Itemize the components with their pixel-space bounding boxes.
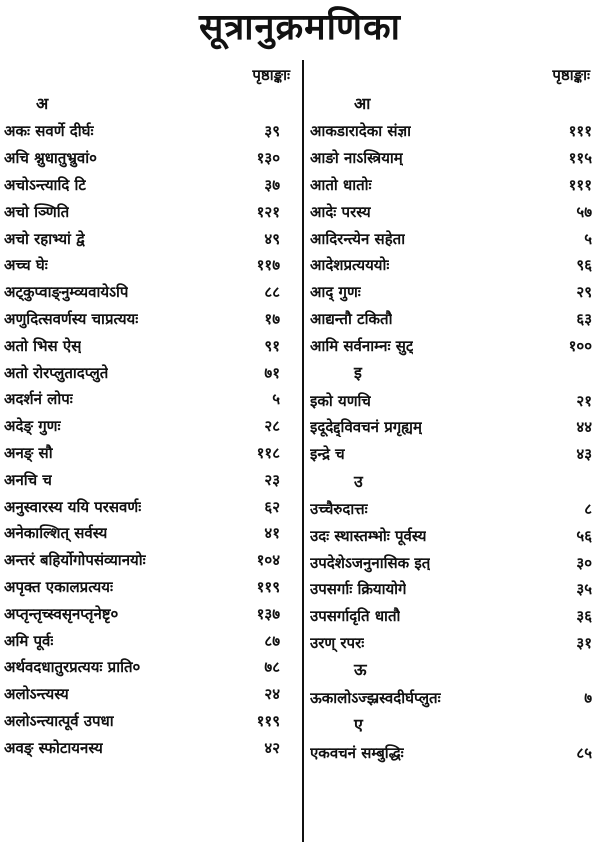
sutra-text: आद्यन्तौ टकितौ <box>310 309 393 328</box>
page-number: ३९ <box>264 122 280 141</box>
section-heading: उ <box>354 471 363 491</box>
list-item <box>0 600 300 627</box>
sutra-text: अपृक्त एकालप्रत्ययः <box>4 577 113 596</box>
list-item <box>0 466 300 493</box>
section-heading: ए <box>354 715 363 735</box>
sutra-text: उपसर्गाः क्रियायोगे <box>310 580 407 599</box>
left-column <box>0 60 300 761</box>
sutra-text: अचोऽन्त्यादि टि <box>4 175 86 194</box>
list-item <box>0 145 300 172</box>
page-number: २४ <box>264 685 280 704</box>
list-item <box>0 118 300 145</box>
list-item <box>306 172 600 199</box>
list-item <box>306 496 600 523</box>
sutra-text: अनुस्वारस्य ययि परसवर्णः <box>4 497 142 516</box>
list-item <box>0 279 300 306</box>
list-item <box>306 387 600 414</box>
sutra-text: अमि पूर्वः <box>4 631 54 650</box>
page-number: २३ <box>264 470 280 489</box>
page-number: ७ <box>584 688 592 707</box>
section-heading: अ <box>36 94 49 113</box>
list-item <box>306 522 600 549</box>
sutra-text: इको यणचि <box>310 391 371 410</box>
list-item <box>0 332 300 359</box>
list-item <box>0 252 300 279</box>
sutra-text: आमि सर्वनाम्नः सुट् <box>310 336 414 355</box>
page-number: ४९ <box>264 229 280 248</box>
sutra-text: आङो नाऽस्त्रियाम् <box>310 149 403 168</box>
page-number: ५ <box>584 229 592 248</box>
page-number: ९१ <box>264 336 280 355</box>
sutra-text: इदूदेद्द्विवचनं प्रगृह्यम् <box>310 418 422 437</box>
page-number: १७ <box>264 309 280 328</box>
page-number: ८ <box>584 499 592 518</box>
list-item <box>306 252 600 279</box>
page-number: ४२ <box>264 738 280 757</box>
list-item <box>0 520 300 547</box>
sutra-text: एकवचनं सम्बुद्धिः <box>310 743 404 762</box>
sutra-text: अर्थवदधातुरप्रत्ययः प्राति० <box>4 658 141 677</box>
sutra-text: उपदेशेऽजनुनासिक इत् <box>310 553 431 572</box>
page-number: ११९ <box>256 711 280 730</box>
list-item <box>306 279 600 306</box>
list-item <box>0 225 300 252</box>
sutra-text: अनेकाल्शित् सर्वस्य <box>4 524 108 543</box>
sutra-text: आदिरन्त्येन सहेता <box>310 229 406 248</box>
list-item <box>306 739 600 766</box>
list-item <box>0 708 300 735</box>
page-number: ३० <box>576 553 592 572</box>
sutra-text: अचो रहाभ्यां द्वे <box>4 229 85 248</box>
page-number: १२१ <box>256 202 280 221</box>
sutra-text: आदेः परस्य <box>310 202 371 221</box>
list-item <box>0 386 300 413</box>
sutra-text: अनचि च <box>4 470 52 489</box>
page-number: २१ <box>576 391 592 410</box>
right-column <box>306 60 600 766</box>
list-item <box>0 654 300 681</box>
page-number: १०० <box>568 336 592 355</box>
list-item <box>306 145 600 172</box>
sutra-text: अनङ् सौ <box>4 443 53 462</box>
page-number: ९६ <box>576 256 592 275</box>
list-item <box>0 574 300 601</box>
list-item <box>0 359 300 386</box>
list-item <box>0 440 300 467</box>
page-number: १३७ <box>256 604 280 623</box>
list-item <box>306 414 600 441</box>
sutra-text: अप्तृन्तृच्स्वसृनप्तृनेष्टृ० <box>4 604 119 623</box>
page-number: १०४ <box>256 551 280 570</box>
sutra-text: उपसर्गादृति धातौ <box>310 607 401 626</box>
list-item <box>0 413 300 440</box>
section-heading: इ <box>354 363 362 383</box>
list-item <box>306 332 600 359</box>
sutra-text: अकः सवर्णे दीर्घः <box>4 122 94 141</box>
sutra-text: अच्च घेः <box>4 256 48 275</box>
sutra-text: उरण् रपरः <box>310 633 365 652</box>
list-item <box>0 198 300 225</box>
page-number: ८८ <box>264 283 280 302</box>
page-number: ३६ <box>576 607 592 626</box>
page-number: ७८ <box>264 658 280 677</box>
sutra-text: अदर्शनं लोपः <box>4 390 73 409</box>
column-divider <box>302 60 304 842</box>
page-number: ६२ <box>264 497 280 516</box>
list-item <box>306 630 600 657</box>
page-number: ३७ <box>264 175 280 194</box>
sutra-text: अदेङ् गुणः <box>4 417 61 436</box>
page-number: ६३ <box>576 309 592 328</box>
list-item <box>306 306 600 333</box>
sutra-text: अट्कुप्वाङ्नुम्व्यवायेऽपि <box>4 283 129 302</box>
sutra-text: आतो धातोः <box>310 175 372 194</box>
page-number: ५६ <box>576 526 592 545</box>
sutra-text: अलोऽन्त्यस्य <box>4 685 69 704</box>
page-number: ११८ <box>256 443 280 462</box>
sutra-text: ऊकालोऽज्झ्रस्वदीर्घप्लुतः <box>310 688 441 707</box>
page-number-header: पृष्ठाङ्काः <box>252 66 290 84</box>
list-item <box>306 441 600 468</box>
page-number: ८७ <box>264 631 280 650</box>
list-item <box>0 681 300 708</box>
list-item <box>306 225 600 252</box>
list-item <box>306 198 600 225</box>
list-item <box>0 306 300 333</box>
sutra-text: अलोऽन्त्यात्पूर्व उपधा <box>4 711 114 730</box>
list-item <box>306 684 600 711</box>
list-item <box>306 118 600 145</box>
page-number-header: पृष्ठाङ्काः <box>552 66 590 84</box>
sutra-text: अतो रोरप्लुतादप्लुते <box>4 363 109 382</box>
sutra-text: अवङ् स्फोटायनस्य <box>4 738 103 757</box>
sutra-text: इन्द्रे च <box>310 445 345 464</box>
page-number: ७१ <box>264 363 280 382</box>
sutra-text: उच्चैरुदात्तः <box>310 499 368 518</box>
sutra-text: उदः स्थास्तम्भोः पूर्वस्य <box>310 526 427 545</box>
section-heading: आ <box>354 94 371 113</box>
list-item <box>0 172 300 199</box>
list-item <box>306 549 600 576</box>
section-heading: ऊ <box>354 660 367 680</box>
sutra-text: आद् गुणः <box>310 283 361 302</box>
sutra-text: अणुदित्सवर्णस्य चाप्रत्ययः <box>4 309 139 328</box>
page-number: ११९ <box>256 577 280 596</box>
page-number: ४१ <box>264 524 280 543</box>
list-item <box>0 734 300 761</box>
page-title: सूत्रानुक्रमणिका <box>198 7 401 48</box>
left-entry-list <box>0 118 300 761</box>
sutra-text: अचो ञ्णिति <box>4 202 70 221</box>
list-item <box>0 493 300 520</box>
list-item <box>306 603 600 630</box>
sutra-text: अन्तरं बहिर्योगोपसंव्यानयोः <box>4 551 146 570</box>
list-item <box>306 576 600 603</box>
page-number: १११ <box>568 175 592 194</box>
sutra-text: अचि श्नुधातुभ्रुवां० <box>4 149 97 168</box>
page-number: ८५ <box>576 743 592 762</box>
page-number: ४३ <box>576 445 592 464</box>
sutra-text: अतो भिस ऐस् <box>4 336 82 355</box>
sutra-text: आकडारादेका संज्ञा <box>310 122 412 141</box>
page-number: १३० <box>256 149 280 168</box>
page-number: ३१ <box>576 633 592 652</box>
page-number: २९ <box>576 283 592 302</box>
page-number: ११७ <box>256 256 280 275</box>
page-number: ११५ <box>568 149 592 168</box>
page-number: ५७ <box>576 202 592 221</box>
page-number: ३५ <box>576 580 592 599</box>
right-entry-list <box>306 90 600 766</box>
page-number: ४४ <box>576 418 592 437</box>
page-number: ५ <box>272 390 280 409</box>
page-number: २८ <box>264 417 280 436</box>
sutra-text: आदेशप्रत्यययोः <box>310 256 390 275</box>
list-item <box>0 547 300 574</box>
page-number: १११ <box>568 122 592 141</box>
list-item <box>0 627 300 654</box>
